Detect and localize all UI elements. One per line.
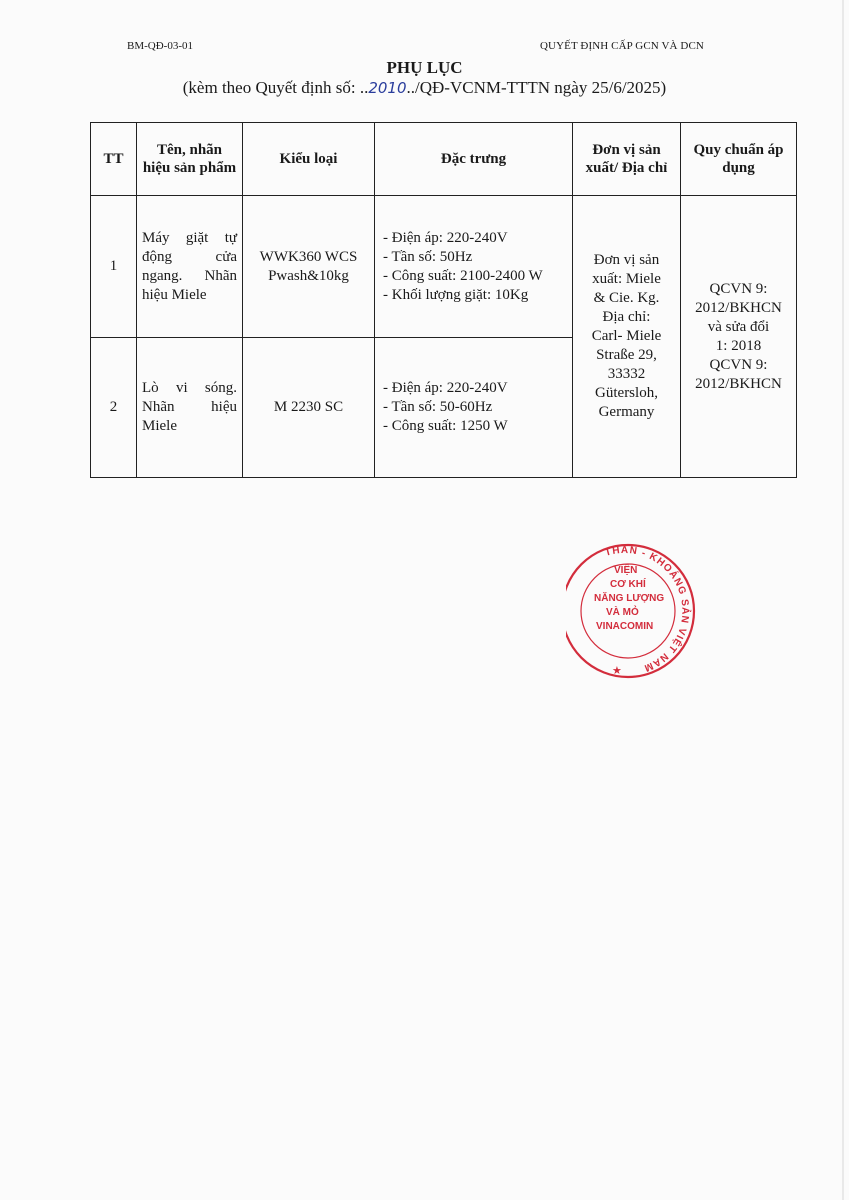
header-standard: Quy chuẩn áp dụng: [681, 123, 797, 196]
maker-line: Germany: [598, 404, 655, 420]
seal-line: CƠ KHÍ: [610, 579, 646, 590]
handwritten-decision-number: 2010: [368, 79, 407, 97]
seal-line: VIỆN: [614, 565, 638, 576]
table-row: [91, 196, 797, 338]
subtitle-prefix: (kèm theo Quyết định số:: [182, 78, 360, 97]
spec-line: - Điện áp: 220-240V: [383, 380, 508, 396]
standard-line: và sửa đổi: [707, 318, 770, 335]
standard-line: 1: 2018: [715, 337, 762, 354]
spec-line: - Tần số: 50Hz: [383, 248, 473, 265]
appendix-subtitle: [0, 78, 849, 98]
header-manufacturer: Đơn vị sản xuất/ Địa chỉ: [573, 123, 681, 196]
svg-text:★: ★: [612, 664, 622, 677]
standard-line: 2012/BKHCN: [695, 375, 782, 392]
maker-line: Straße 29,: [596, 347, 657, 363]
seal-ring-text: THAN - KHOÁNG SẢN VIỆT NAM: [603, 544, 691, 674]
seal-line: VÀ MỎ: [606, 607, 639, 618]
product-specs: [375, 338, 573, 478]
product-specs: [375, 196, 573, 338]
row-number: 1: [91, 196, 137, 338]
maker-line: & Cie. Kg.: [593, 290, 660, 306]
maker-line: xuất: Miele: [592, 271, 661, 287]
maker-line: 33332: [607, 366, 646, 382]
seal-line: NĂNG LƯỢNG: [594, 593, 665, 604]
standard-line: QCVN 9:: [709, 356, 768, 373]
manufacturer-address: [573, 196, 681, 478]
standard-line: QCVN 9:: [709, 280, 768, 297]
maker-line: Đơn vị sản: [593, 252, 660, 268]
product-model: M 2230 SC: [243, 338, 375, 478]
maker-line: Địa chỉ:: [602, 309, 651, 325]
header-model: Kiểu loại: [243, 123, 375, 196]
document-type: QUYẾT ĐỊNH CẤP GCN VÀ DCN: [540, 40, 704, 52]
official-seal: [566, 536, 698, 682]
applicable-standard: [681, 196, 797, 478]
form-code: BM-QĐ-03-01: [127, 40, 193, 52]
product-name: Lò vi sóng. Nhãn hiệu Miele: [137, 338, 243, 478]
spec-line: - Công suất: 1250 W: [383, 418, 508, 434]
header-product-name: Tên, nhãn hiệu sản phẩm: [137, 123, 243, 196]
seal-line: VINACOMIN: [596, 621, 654, 632]
subtitle-dots-before: ..: [359, 78, 369, 97]
row-number: 2: [91, 338, 137, 478]
spec-line: - Tần số: 50-60Hz: [383, 399, 493, 415]
appendix-title: PHỤ LỤC: [386, 58, 463, 77]
maker-line: Carl- Miele: [591, 328, 662, 344]
spec-line: - Điện áp: 220-240V: [383, 229, 508, 246]
scan-edge-line: [842, 0, 844, 1200]
product-name: Máy giặt tự động cửa ngang. Nhãn hiệu Miele: [137, 196, 243, 338]
table-header-row: [91, 123, 797, 196]
product-model: WWK360 WCS Pwash&10kg: [243, 196, 375, 338]
spec-line: - Công suất: 2100-2400 W: [383, 267, 543, 284]
header-tt: TT: [91, 123, 137, 196]
subtitle-suffix: ../QĐ-VCNM-TTTN ngày 25/6/2025): [406, 78, 667, 97]
appendix-table: [90, 122, 797, 478]
maker-line: Gütersloh,: [595, 385, 658, 401]
spec-line: - Khối lượng giặt: 10Kg: [383, 286, 529, 303]
header-specification: Đặc trưng: [375, 123, 573, 196]
standard-line: 2012/BKHCN: [695, 299, 782, 316]
